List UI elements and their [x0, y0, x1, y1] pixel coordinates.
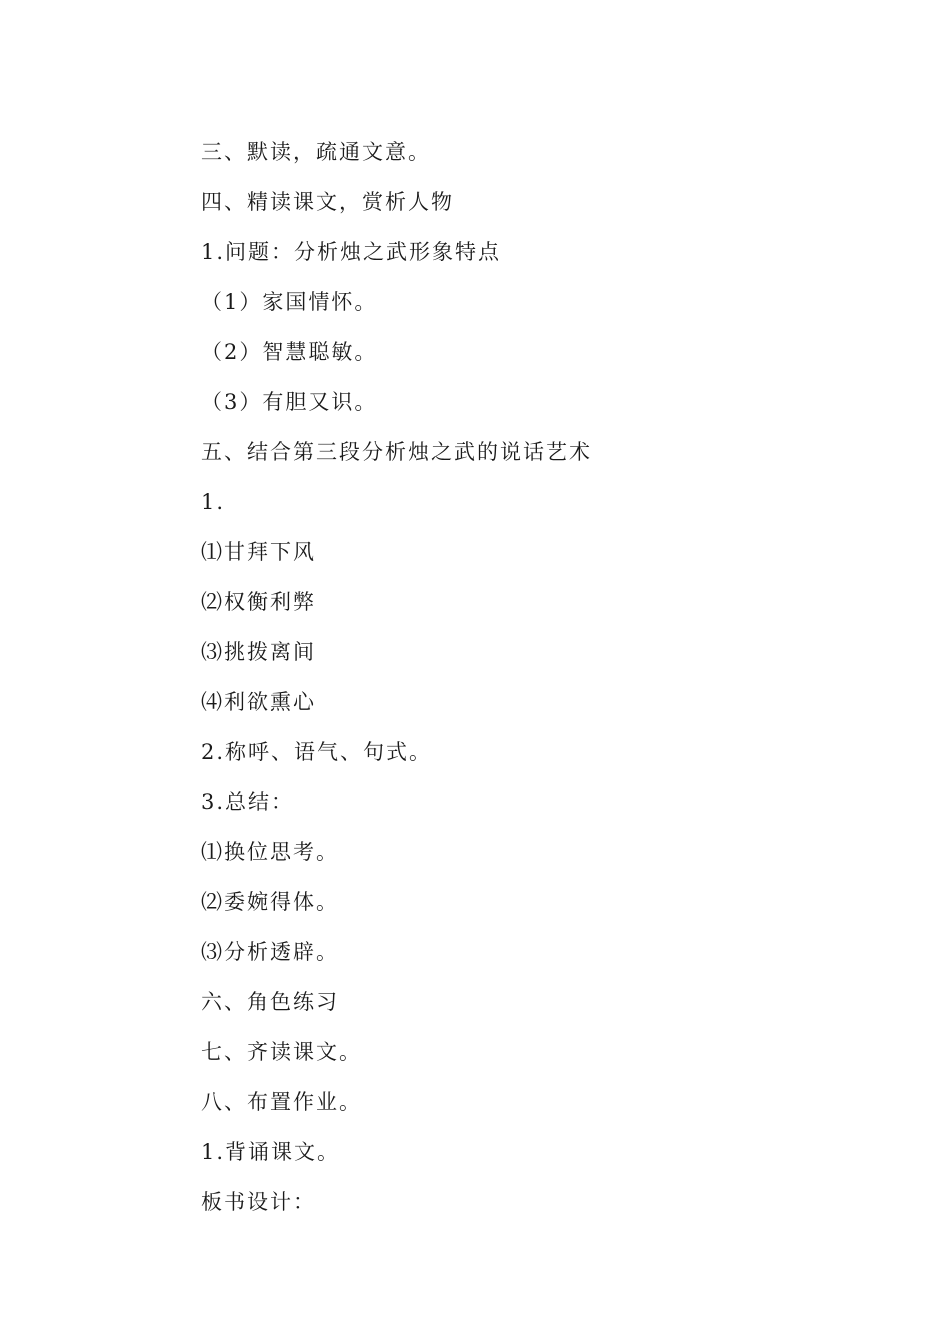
section-heading-homework: 八、布置作业。 — [201, 1090, 362, 1114]
list-item: ⑶挑拨离间 — [201, 640, 316, 664]
list-item: ⑶分析透辟。 — [201, 940, 339, 964]
numbered-line: 1.背诵课文。 — [201, 1140, 341, 1164]
section-heading-close-reading: 四、精读课文，赏析人物 — [201, 190, 454, 214]
question-line: 1.问题：分析烛之武形象特点 — [201, 240, 502, 264]
list-item: ⑷利欲熏心 — [201, 690, 316, 714]
section-heading-speech-art: 五、结合第三段分析烛之武的说话艺术 — [201, 440, 592, 464]
list-item: ⑵委婉得体。 — [201, 890, 339, 914]
list-item: （3）有胆又识。 — [201, 390, 378, 414]
list-item: ⑴甘拜下风 — [201, 540, 316, 564]
section-heading-silent-reading: 三、默读，疏通文意。 — [201, 140, 431, 164]
numbered-line: 1. — [201, 490, 226, 514]
list-item: ⑵权衡利弊 — [201, 590, 316, 614]
section-heading-group-reading: 七、齐读课文。 — [201, 1040, 362, 1064]
board-design-heading: 板书设计： — [201, 1190, 316, 1214]
section-heading-role-practice: 六、角色练习 — [201, 990, 339, 1014]
numbered-line: 3.总结： — [201, 790, 295, 814]
list-item: （1）家国情怀。 — [201, 290, 378, 314]
document-body — [201, 136, 821, 1236]
list-item: ⑴换位思考。 — [201, 840, 339, 864]
numbered-line: 2.称呼、语气、句式。 — [201, 740, 433, 764]
list-item: （2）智慧聪敏。 — [201, 340, 378, 364]
